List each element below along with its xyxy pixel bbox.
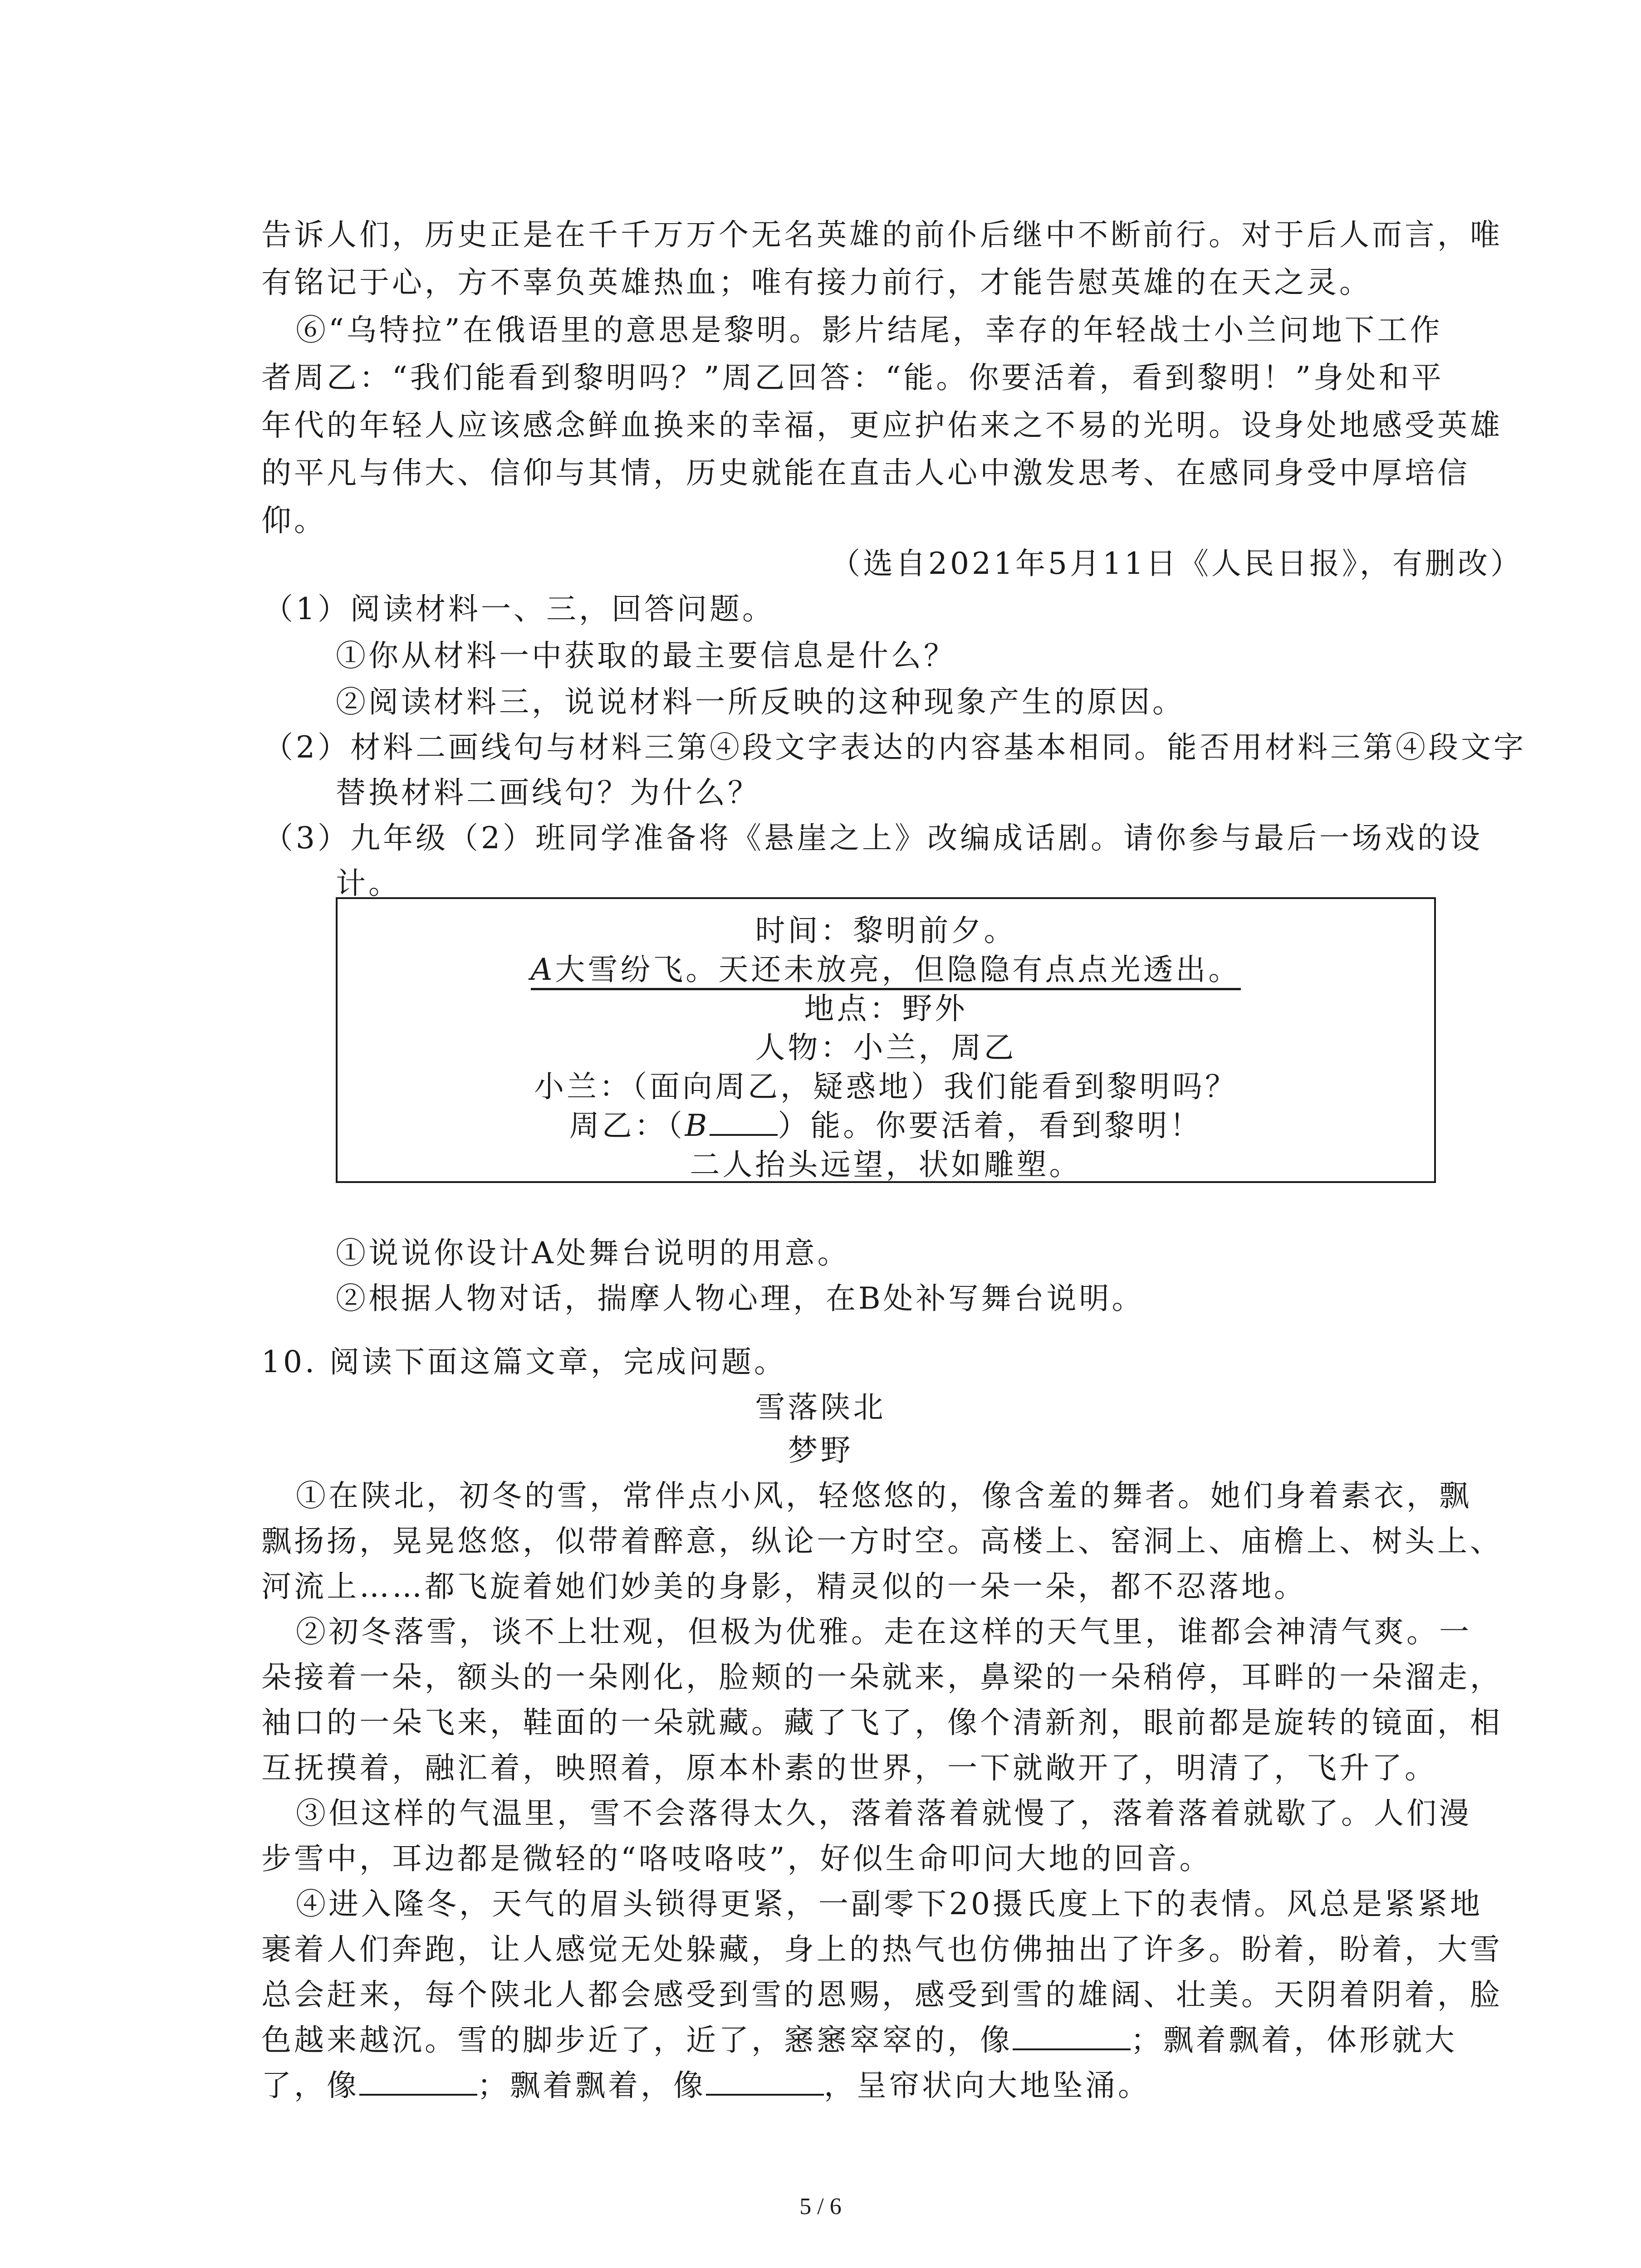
label-b: B [685, 1108, 710, 1143]
article-paragraph-line: 飘扬扬，晃晃悠悠，似带着醉意，纵论一方时空。高楼上、窑洞上、庙檐上、树头上、 [261, 1524, 1503, 1559]
article-paragraph-line: 袖口的一朵飞来，鞋面的一朵就藏。藏了飞了，像个清新剂，眼前都是旋转的镜面，相 [261, 1705, 1503, 1740]
script-xiaolan-line: 小兰：（面向周乙，疑惑地）我们能看到黎明吗？ [534, 1069, 1238, 1104]
script-zhouyi-line: 周乙：（B ）能。你要活着，看到黎明！ [338, 1104, 1434, 1148]
question-3-item-a: ①说说你设计A处舞台说明的用意。 [336, 1236, 850, 1271]
script-place: 地点：野外 [804, 991, 968, 1026]
paragraph-6-line: 仰。 [261, 503, 327, 538]
article-paragraph-line: ④进入隆冬，天气的眉头锁得更紧，一副零下20摄氏度上下的表情。风总是紧紧地 [296, 1887, 1483, 1921]
article-paragraph-line: 步雪中，耳边都是微轻的“咯吱咯吱”，好似生命叩问大地的回音。 [261, 1841, 1212, 1876]
article-title: 雪落陕北 [755, 1390, 886, 1425]
article-paragraph-line: 总会赶来，每个陕北人都会感受到雪的恩赐，感受到雪的雄阔、壮美。天阴着阴着，脸 [261, 1977, 1503, 2012]
paragraph-6-line: 的平凡与伟大、信仰与其情，历史就能在直击人心中激发思考、在感同身受中厚培信 [261, 455, 1470, 490]
question-1-item-a: ①你从材料一中获取的最主要信息是什么？ [336, 638, 956, 673]
article-paragraph-line: 河流上……都飞旋着她们妙美的身影，精灵似的一朵一朵，都不忍落地。 [261, 1569, 1307, 1604]
paragraph-6-line: ⑥“乌特拉”在俄语里的意思是黎明。影片结尾，幸存的年轻战士小兰问地下工作 [296, 313, 1443, 347]
script-stage-direction-a [338, 948, 1434, 992]
answer-blank[interactable] [1013, 2020, 1131, 2050]
question-3-item-b: ②根据人物对话，揣摩人物心理，在B处补写舞台说明。 [336, 1281, 1145, 1316]
paragraph-6-line: 者周乙：“我们能看到黎明吗？”周乙回答：“能。你要活着，看到黎明！”身处和平 [261, 360, 1444, 395]
script-final-line: 二人抬头远望，状如雕塑。 [690, 1147, 1082, 1182]
question-3-line: 计。 [336, 866, 401, 901]
answer-blank-b[interactable] [710, 1106, 778, 1136]
page-number: 5 / 6 [799, 2194, 842, 2219]
question-2-line: 替换材料二画线句？为什么？ [336, 775, 760, 810]
article-paragraph-line: ②初冬落雪，谈不上壮观，但极为优雅。走在这样的天气里，谁都会神清气爽。一 [296, 1614, 1472, 1649]
question-10-heading: 10. 阅读下面这篇文章，完成问题。 [261, 1344, 787, 1379]
question-3-line: （3）九年级（2）班同学准备将《悬崖之上》改编成话剧。请你参与最后一场戏的设 [263, 821, 1483, 855]
article-author: 梦野 [788, 1433, 853, 1468]
passage-line: 告诉人们，历史正是在千千万万个无名英雄的前仆后继中不断前行。对于后人而言，唯 [261, 217, 1503, 252]
article-paragraph-line: 色越来越沉。雪的脚步近了，近了，窸窸窣窣的，像 ；飘着飘着，体形就大 [261, 2019, 1457, 2062]
question-2-line: （2）材料二画线句与材料三第④段文字表达的内容基本相同。能否用材料三第④段文字 [263, 730, 1526, 765]
article-paragraph-line: 朵接着一朵，额头的一朵刚化，脸颊的一朵就来，鼻梁的一朵稍停，耳畔的一朵溜走， [261, 1660, 1503, 1695]
paragraph-6-line: 年代的年轻人应该感念鲜血换来的幸福，更应护佑来之不易的光明。设身处地感受英雄 [261, 408, 1503, 443]
question-1-item-b: ②阅读材料三，说说材料一所反映的这种现象产生的原因。 [336, 684, 1185, 719]
answer-blank[interactable] [706, 2066, 824, 2096]
script-box [336, 897, 1436, 1183]
stage-direction-a-text: 大雪纷飞。天还未放亮，但隐隐有点点光透出。 [555, 952, 1241, 987]
answer-blank[interactable] [359, 2066, 477, 2096]
article-paragraph-line: ①在陕北，初冬的雪，常伴点小风，轻悠悠的，像含羞的舞者。她们身着素衣，飘 [296, 1478, 1472, 1513]
question-1-heading: （1）阅读材料一、三，回答问题。 [263, 591, 775, 626]
article-paragraph-line: ③但这样的气温里，雪不会落得太久，落着落着就慢了，落着落着就歇了。人们漫 [296, 1796, 1472, 1831]
script-people: 人物：小兰，周乙 [755, 1030, 1017, 1065]
source-citation: （选自2021年5月11日《人民日报》，有删改） [830, 546, 1523, 581]
passage-line: 有铭记于心，方不辜负英雄热血；唯有接力前行，才能告慰英雄的在天之灵。 [261, 265, 1372, 300]
article-paragraph-line: 了，像 ；飘着飘着，像 ，呈帘状向大地坠涌。 [261, 2064, 1151, 2107]
script-time: 时间：黎明前夕。 [755, 913, 1017, 948]
article-paragraph-line: 裹着人们奔跑，让人感觉无处躲藏，身上的热气也仿佛抽出了许多。盼着，盼着，大雪 [261, 1932, 1503, 1967]
label-a: A [530, 952, 555, 987]
article-paragraph-line: 互抚摸着，融汇着，映照着，原本朴素的世界，一下就敞开了，明清了，飞升了。 [261, 1750, 1437, 1785]
